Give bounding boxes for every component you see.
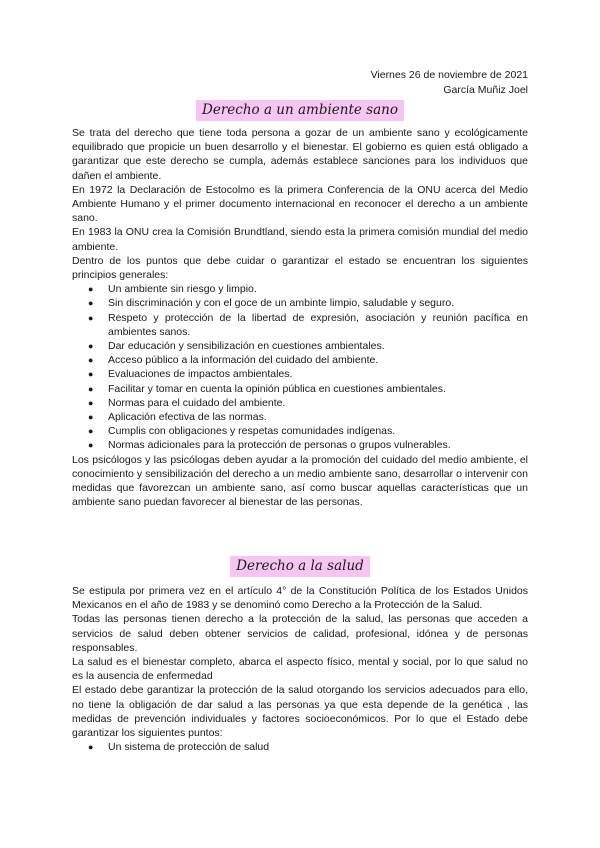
header-author: García Muñiz Joel [443, 84, 528, 96]
list-item: ● Acceso público a la información del cuidado del ambiente. [88, 354, 379, 367]
list-item: ● Sin discriminación y con el goce de un ambinte limpio, saludable y seguro. [88, 297, 455, 310]
section1-title: Derecho a un ambiente sano [196, 100, 404, 121]
bullet-icon: ● [88, 312, 94, 323]
section1-paragraph: Se trata del derecho que tiene toda persona a gozar de un ambiente sano y ecológicamente equilibrado que propicie un buen desarrollo y el bienestar. El gobierno es quien está obligado a garantizar que este derecho se cumpla, además establece sanciones para los individuos que dañen el ambiente. [72, 127, 528, 182]
bullet-icon: ● [88, 383, 94, 394]
bullet-icon: ● [88, 426, 94, 437]
section2-body [72, 584, 528, 754]
bullet-icon: ● [88, 355, 94, 366]
list-item: ● Respeto y protección de la libertad de expresión, asociación y reunión pacífica en ambientes sanos. [88, 311, 528, 338]
section2-paragraph: La salud es el bienestar completo, abarca el aspecto físico, mental y social, por lo que salud no es la ausencia de enfermedad [72, 656, 528, 683]
bullet-icon: ● [88, 284, 94, 295]
section2-title-wrap [0, 556, 600, 577]
section1-body [72, 126, 528, 509]
list-item: ● Normas adicionales para la protección de personas o grupos vulnerables. [88, 439, 451, 452]
bullet-icon: ● [88, 298, 94, 309]
section2-paragraph: El estado debe garantizar la protección de la salud otorgando los servicios adecuados para ello, no tiene la obligación de dar salud a las personas ya que esta depende de la genética , las medidas de prevención individuales y factores socioeconómicos. Por lo que el Estado debe garantizar los siguientes puntos: [72, 684, 528, 740]
bullet-icon: ● [88, 397, 94, 408]
section1-bullet-list [72, 282, 528, 452]
bullet-icon: ● [88, 440, 94, 451]
section1-paragraph: En 1972 la Declaración de Estocolmo es la primera Conferencia de la ONU acerca del Medio Ambiente Humano y el primer documento internacional en reconocer el derecho a un ambiente sano. [72, 183, 528, 225]
document-header [371, 68, 528, 98]
list-item: ● Un ambiente sin riesgo y limpio. [88, 283, 257, 296]
list-item: ● Normas para el cuidado del ambiente. [88, 396, 286, 409]
list-item: ● Facilitar y tomar en cuenta la opinión pública en cuestiones ambientales. [88, 382, 446, 395]
section2-title: Derecho a la salud [230, 556, 370, 577]
section1-paragraph: En 1983 la ONU crea la Comisión Brundtland, siendo esta la primera comisión mundial del medio ambiente. [72, 226, 528, 253]
section2-paragraph: Todas las personas tienen derecho a la protección de la salud, las personas que acceden a servicios de salud deben obtener servicios de calidad, profesional, idónea y de personas responsables. [72, 613, 528, 654]
bullet-icon: ● [88, 412, 94, 423]
bullet-icon: ● [88, 369, 94, 380]
list-item: ● Aplicación efectiva de las normas. [88, 411, 267, 424]
section2-bullet-list [72, 740, 528, 754]
list-item: ● Dar educación y sensibilización en cuestiones ambientales. [88, 340, 385, 353]
bullet-icon: ● [88, 742, 94, 753]
bullet-icon: ● [88, 341, 94, 352]
header-date: Viernes 26 de noviembre de 2021 [370, 69, 528, 81]
list-item: ● Cumplis con obligaciones y respetas comunidades indígenas. [88, 425, 396, 438]
list-item: ● Un sistema de protección de salud [88, 741, 270, 754]
list-item: ● Evaluaciones de impactos ambientales. [88, 368, 293, 381]
section1-title-wrap [0, 100, 600, 121]
section1-paragraph: Dentro de los puntos que debe cuidar o garantizar el estado se encuentran los siguientes principios generales: [72, 254, 528, 282]
section1-closing: Los psicólogos y las psicólogas deben ayudar a la promoción del cuidado del medio ambiente, el conocimiento y sensibilización del derecho a un medio ambiente sano, desarrollar o intervenir con medidas que favorezcan un ambiente sano, así como buscar aquellas características que un ambiente sano puedan favorecer al bienestar de las personas. [72, 453, 528, 509]
section2-paragraph: Se estipula por primera vez en el artículo 4° de la Constitución Política de los Estados Unidos Mexicanos en el año de 1983 y se denominó como Derecho a la Protección de la Salud. [72, 585, 528, 612]
